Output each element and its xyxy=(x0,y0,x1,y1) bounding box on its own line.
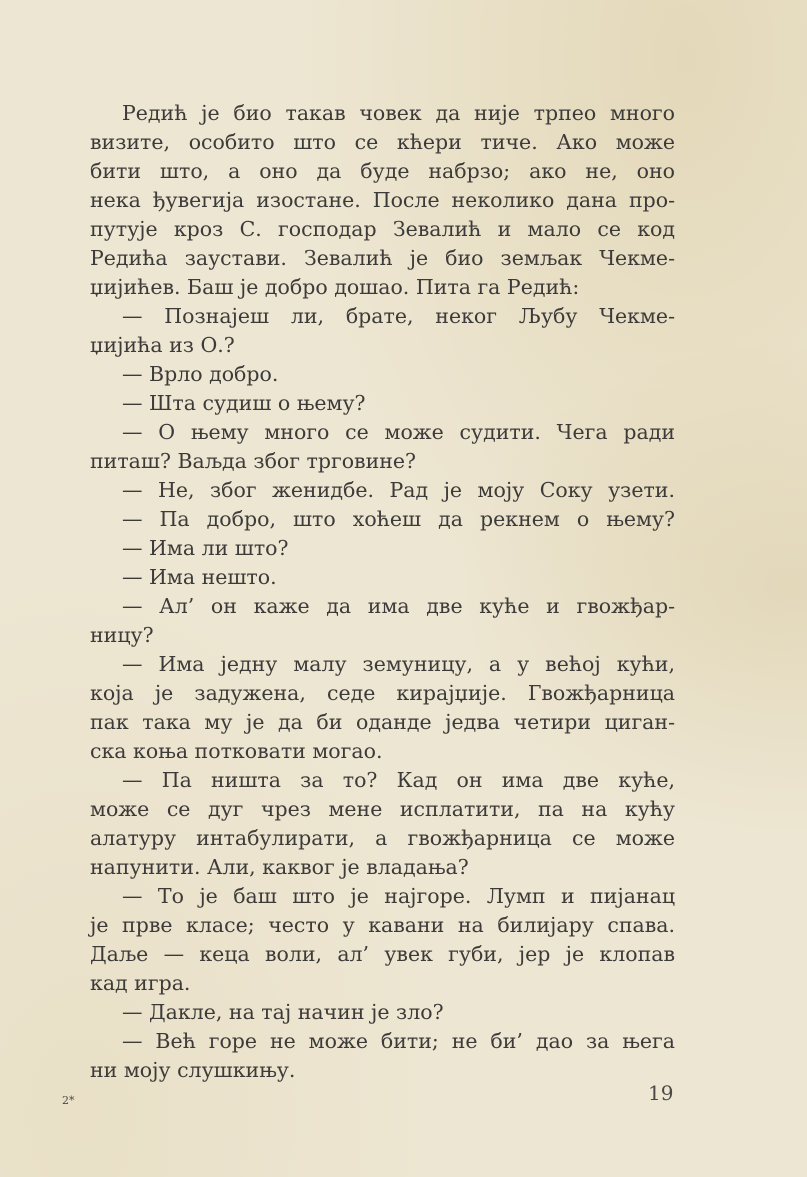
text-line: — Дакле, на тај начин је зло? xyxy=(122,1000,444,1024)
text-line: — Има једну малу земуницу, а у већој кући, xyxy=(122,652,675,676)
text-line: — Па ништа за то? Кад он има две куће, xyxy=(122,768,675,792)
text-line: ска коња потковати могао. xyxy=(90,739,383,763)
text-line: пак така му је да би оданде једва четири циган- xyxy=(90,710,675,734)
text-line: — Врло добро. xyxy=(122,362,279,386)
text-line: — О њему много се може судити. Чега ради xyxy=(122,420,675,444)
text-line: кад игра. xyxy=(90,971,191,995)
text-line: питаш? Ваљда због трговине? xyxy=(90,449,417,473)
page-number: 19 xyxy=(648,1081,674,1105)
text-line: визите, особито што се кћери тиче. Ако може xyxy=(90,130,675,154)
text-line: — Има ли што? xyxy=(122,536,289,560)
text-line: — Већ горе не може бити; не би’ дао за њега xyxy=(122,1029,675,1053)
text-line: може се дуг чрез мене исплатити, па на кућу xyxy=(90,797,675,821)
text-line: — Шта судиш о њему? xyxy=(122,391,366,415)
text-line: — Па добро, што хоћеш да рекнем о њему? xyxy=(122,507,675,531)
signature-mark: 2* xyxy=(62,1094,75,1107)
text-line: ни моју слушкињу. xyxy=(90,1058,296,1082)
text-line: нека ђувегија изостане. После неколико дана про- xyxy=(90,188,675,212)
text-line: бити што, а оно да буде набрзо; ако не, оно xyxy=(90,159,675,183)
text-line: напунити. Али, каквог је владања? xyxy=(90,855,469,879)
text-line: путује кроз С. господар Зевалић и мало се код xyxy=(90,217,675,241)
text-line: џијића из О.? xyxy=(90,333,235,357)
text-line: Редић је био такав човек да није трпео много xyxy=(122,101,675,125)
page-footer xyxy=(0,1080,807,1110)
text-line: ницу? xyxy=(90,623,154,647)
text-line: која је задужена, седе кирајџије. Гвожђарница xyxy=(90,681,675,705)
text-line: — Не, због женидбе. Рад је моју Соку узети. xyxy=(122,478,675,502)
text-line: је прве класе; често у кавани на билијару спава. xyxy=(90,913,675,937)
text-line: — Ал’ он каже да има две куће и гвожђар- xyxy=(122,594,675,618)
text-line: — То је баш што је најгоре. Лумп и пијанац xyxy=(122,884,675,908)
text-line: џијићев. Баш је добро дошао. Пита га Редић: xyxy=(90,275,580,299)
text-line: Редића заустави. Зевалић је био земљак Чекме- xyxy=(90,246,675,270)
text-line: — Има нешто. xyxy=(122,565,277,589)
text-line: — Познајеш ли, брате, неког Љубу Чекме- xyxy=(122,304,675,328)
text-line: алатуру интабулирати, а гвожђарница се може xyxy=(90,826,675,850)
text-line: Даље — кеца воли, ал’ увек губи, јер је клопав xyxy=(90,942,675,966)
body-text xyxy=(90,99,675,1085)
